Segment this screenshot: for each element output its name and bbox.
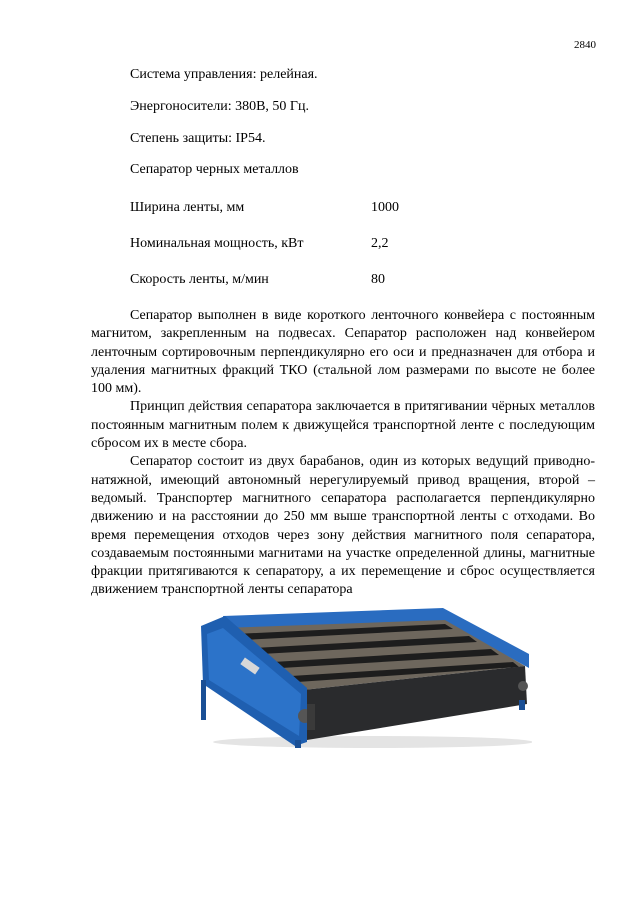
control-system-line: Система управления: релейная. xyxy=(130,67,318,82)
separator-title: Сепаратор черных металлов xyxy=(130,162,299,177)
frame-leg xyxy=(519,700,525,710)
spec-label-belt-speed: Скорость ленты, м/мин xyxy=(130,272,269,287)
frame-leg xyxy=(201,680,206,720)
frame-leg xyxy=(295,740,301,748)
spec-value-power: 2,2 xyxy=(371,236,389,251)
drive-motor xyxy=(307,704,315,730)
paragraph-design: Сепаратор выполнен в виде короткого ленточного конвейера с постоянным магнитом, закрепленным на подвесах. Сепаратор расположен над конвейером ленточным сортировочным перпендикулярно его оси и предназначен для отбора и удаления магнитных фракций ТКО (стальной лом размерами по высоте не более 100 мм). xyxy=(91,308,595,397)
spec-label-belt-width: Ширина ленты, мм xyxy=(130,200,245,215)
description-text xyxy=(91,307,595,600)
paragraph-principle: Принцип действия сепаратора заключается в притягивании чёрных металлов постоянным магнитным полем к движущейся транспортной ленте с последующим сбросом их в месте сбора. xyxy=(91,399,595,452)
spec-value-belt-width: 1000 xyxy=(371,200,399,215)
photo-shadow xyxy=(213,736,532,748)
drum-bearing xyxy=(518,681,528,691)
protection-class-line: Степень защиты: IP54. xyxy=(130,131,266,146)
page-number: 2840 xyxy=(574,39,596,51)
spec-label-power: Номинальная мощность, кВт xyxy=(130,236,304,251)
paragraph-structure: Сепаратор состоит из двух барабанов, один из которых ведущий приводно-натяжной, имеющий автономный нерегулируемый привод вращения, второй – ведомый. Транспортер магнитного сепаратора располагается перпендикулярно движению и на расстоянии до 250 мм выше транспортной ленты с отходами. Во время перемещения отходов через зону действия магнитного поля сепаратора, создаваемым постоянными магнитами на участке определенной длины, магнитные фракции притягиваются к сепаратору, а их перемещение и сброс осуществляется движением транспортной ленты сепаратора xyxy=(91,454,595,598)
spec-value-belt-speed: 80 xyxy=(371,272,385,287)
magnetic-separator-photo xyxy=(183,604,532,750)
power-supply-line: Энергоносители: 380В, 50 Гц. xyxy=(130,99,310,114)
